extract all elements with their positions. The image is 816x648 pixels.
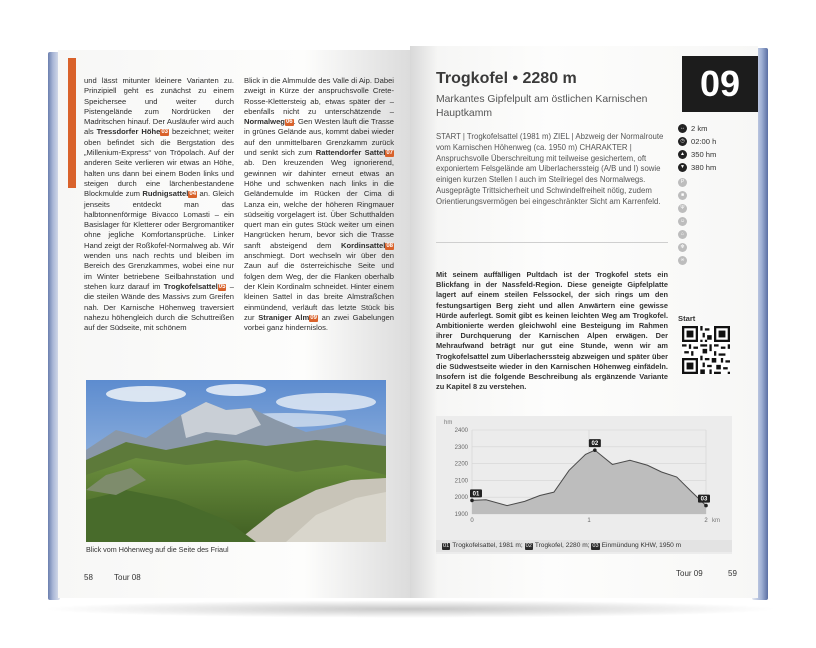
stat-distance — [678, 122, 738, 135]
facility-row — [678, 254, 738, 267]
facility-row — [678, 202, 738, 215]
x-tick-label: 1 — [587, 518, 591, 524]
text-column-1 — [84, 76, 234, 333]
waypoint-marker: 03 — [161, 129, 169, 136]
restaurant-icon: Ψ — [678, 204, 687, 213]
waypoint-marker: 07 — [386, 150, 394, 157]
profile-area — [472, 450, 706, 514]
book-shadow — [40, 600, 780, 618]
stat-value: 380 hm — [691, 163, 717, 172]
tour-title: Trogkofel • 2280 m — [436, 70, 577, 87]
facility-row — [678, 215, 738, 228]
y-tick-label: 2300 — [454, 444, 468, 451]
waypoint-label: 03 — [700, 496, 708, 503]
waypoint-marker: 06 — [285, 119, 293, 126]
tour-subtitle: Markantes Gipfelpult am östlichen Karnischen Hauptkamm — [436, 94, 648, 119]
place-name: Tressdorfer Höhe — [96, 127, 161, 137]
time-icon: ◷ — [678, 137, 687, 146]
right-page — [410, 46, 758, 598]
waypoint-dot — [470, 499, 474, 503]
text-column-2 — [244, 76, 394, 333]
waypoint-marker: 08 — [386, 242, 393, 249]
divider — [436, 242, 668, 243]
qr-code[interactable] — [682, 326, 730, 374]
stats-sidebar — [678, 122, 738, 267]
y-tick-label: 2400 — [454, 428, 468, 434]
body-text: und lässt mitunter kleinere Varianten zu. Prinzipiell geht es zunächst zu einem Speichersee und weiter durch Pistengelände zum Nordrücken der Madritschen hinauf. Der Ausläufer wird auch als — [84, 76, 234, 137]
start-label: Start — [678, 314, 696, 323]
running-footer-right: Tour 09 — [676, 569, 703, 578]
y-tick-label: 2100 — [454, 478, 468, 485]
body-text: . Gen Westen läuft die Trasse in grünes Gelände aus, kommt dabei wieder auf den unmittelbaren Grenzkamm zurück und senkt sich zum — [244, 117, 394, 158]
facility-row — [678, 189, 738, 202]
body-text: an zwei Gabelungen vorbei ganz hindernislos. — [244, 312, 394, 333]
body-text: – die steilen Wände des Massivs zum Greifen nah. Der Karnische Höhenweg traversiert nahezu höhengleich durch die Schuttreißen auf der Südseite, mit schönem — [84, 281, 234, 333]
body-text: Blick in die Almmulde des Valle di Aip. Dabei zweigt in Kürze der anspruchsvolle Crete-Rosse-Klettersteig ab, etwas später der – ebenfalls nicht zu unterschätzende – — [244, 76, 394, 116]
stat-value: 02:00 h — [691, 137, 717, 146]
y-tick-label: 2200 — [454, 461, 468, 468]
photo-caption: Blick vom Höhenweg auf die Seite des Friaul — [86, 545, 229, 554]
paragraph — [244, 76, 394, 333]
winter-icon: ✻ — [678, 243, 687, 252]
landscape-photo — [86, 380, 386, 542]
child-icon: ☺ — [679, 218, 686, 224]
waypoint-dot — [593, 448, 597, 452]
body-text: an. Gleich jenseits entdeckt man das halbtonnenförmige Bivacco Lomasti – ein Basislager für Kletterer oder Bergromantiker ohne jegliche Komfortansprüche. Linker Hand zeigt der Roßkofel-Normalweg ab. Wir wenden uns nach rechts und bleiben im Bereich des Grenzkammes, wobei eine nur im Winter betriebene Seilbahnstation und stehen kurz darauf im — [84, 189, 234, 291]
body-text: bezeichnet; weiter oben befindet sich die Bergstation des „Millenium-Express“ von Tröpolach. Auf der anderen Seite verlieren wir etwas an Höhe, halten uns dann bei einem Boden links und steigen durch eine lärchenbestandene Blockmulde zum — [84, 127, 234, 199]
body-text: anschmiegt. Dort wechseln wir über den Zaun auf die österreichische Seite und folgen dem Weg, der die Flanken oberhalb der Klein Kordinalm schneidet. Hinter einem kleinen Sattel in das breite Almstraßchen einmündend, verläuft das letzte Stück bis zur — [244, 251, 394, 322]
tour-number-badge: 09 — [682, 56, 758, 112]
waypoint-badge: 02 — [525, 543, 532, 549]
bus-icon: ■ — [678, 191, 687, 200]
stat-ascent — [678, 148, 738, 161]
page-number-right: 59 — [728, 569, 737, 578]
running-footer-left: Tour 08 — [114, 573, 141, 582]
waypoint-dot — [704, 504, 708, 508]
waypoint-marker: 05 — [218, 283, 226, 290]
waypoint-marker: 04 — [189, 191, 197, 198]
chapter-marker — [68, 58, 76, 188]
x-tick-label: 2 — [704, 518, 708, 524]
waypoint-badge: 03 — [592, 543, 599, 549]
profile-legend — [436, 540, 732, 552]
stat-time — [678, 135, 738, 148]
distance-icon: ↔ — [680, 125, 685, 131]
place-name: Rudnigsattel — [142, 189, 189, 199]
facility-row — [678, 241, 738, 254]
x-tick-label: 0 — [470, 518, 474, 524]
descent-icon: ▼ — [678, 163, 687, 172]
tour-info-text: START | Trogkofelsattel (1981 m) ZIEL | Abzweig der Normalroute vom Karnischen Höhenweg (ca. 1950 m) CHARAKTER | Anspruchsvolle Überschreitung mit teilweise gesichertem, oft exponiertem Felsgelände am Uiberlacherssteig (A/B und I) sowie einigen kurzen Stellen I auch im Steilriegel des Normalwegs. Ausgeprägte Trittsicherheit und Schwindelfreiheit nötig, zudem Orientierungsvermögen bei eingeschränkter Sicht am Karrenfeld. — [436, 132, 664, 206]
y-tick-label: 2000 — [454, 495, 468, 502]
parking-icon: P — [678, 178, 687, 187]
ascent-icon: ▲ — [678, 150, 687, 159]
stat-value: 350 hm — [691, 150, 717, 159]
place-name: Kordinsattel — [341, 240, 386, 250]
stat-value: 2 km — [691, 124, 708, 133]
waypoint-label: 01 — [472, 491, 480, 498]
paragraph — [84, 76, 234, 333]
x-axis-label: km — [712, 518, 720, 524]
waypoint-badge: 01 — [443, 543, 450, 549]
elevation-profile — [436, 416, 732, 554]
facility-row — [678, 228, 738, 241]
bike-icon: ∞ — [678, 256, 687, 265]
legend-entry: Trogkofel, 2280 m; — [534, 542, 590, 549]
stat-descent — [678, 161, 738, 174]
legend-entry: Einmündung KHW, 1950 m — [601, 542, 682, 549]
left-page — [58, 50, 410, 598]
waypoint-label: 02 — [591, 441, 599, 448]
elevation-chart — [436, 416, 732, 540]
hut-icon: ⌂ — [678, 230, 687, 239]
legend-entry: Trogkofelsattel, 1981 m; — [452, 542, 523, 549]
page-number-left: 58 — [84, 573, 93, 582]
facility-row — [678, 176, 738, 189]
place-name: Straniger Alm — [258, 312, 310, 322]
y-axis-label: hm — [444, 420, 453, 426]
place-name: Trogkofelsattel — [163, 281, 218, 291]
y-tick-label: 1900 — [454, 512, 468, 518]
tour-intro: Mit seinem auffälligen Pultdach ist der Trogkofel stets ein Blickfang in der Nassfeld-Region. Diese geneigte Gipfelplatte lagert auf einem steilen Felssockel, der sich rings um den festungsartigen Berg zieht und allen Anwärtern eine gewisse Hürde auferlegt. Somit gibt es keinen leichten Weg am Trogkofel. Ambitionierte werden gleichwohl eine Besteigung im Rahmen ihrer Durchquerung der Karnischen Alpen erwägen. Der Mehraufwand beträgt nur gut eine Stunde, wenn wir am Trogkofelsattel zum Uiberlacherssteig abzweigen und später über die Südwestseite wieder in den Karnischen Höhenweg einfädeln. Insofern ist die folgende Beschreibung als ergänzende Variante zu Kapitel 8 zu verstehen. — [436, 270, 668, 392]
body-text: ab. Den kreuzenden Weg ignorierend, gewinnen wir dahinter erneut etwas an Höhe und schwenken nach links in die Geländemulde im Rücken der Cima di Lanza ein, welche der höheren Ringmauer südseitig vorgelagert ist. Über Schutthalden quert man ein gutes Stück weiter um einen Hangrücken herum, bevor sich die Trasse sanft absteigend dem — [244, 158, 394, 250]
place-name: Rattendorfer Sattel — [315, 148, 386, 158]
waypoint-marker: 09 — [310, 314, 317, 321]
place-name: Normalweg — [244, 117, 285, 127]
